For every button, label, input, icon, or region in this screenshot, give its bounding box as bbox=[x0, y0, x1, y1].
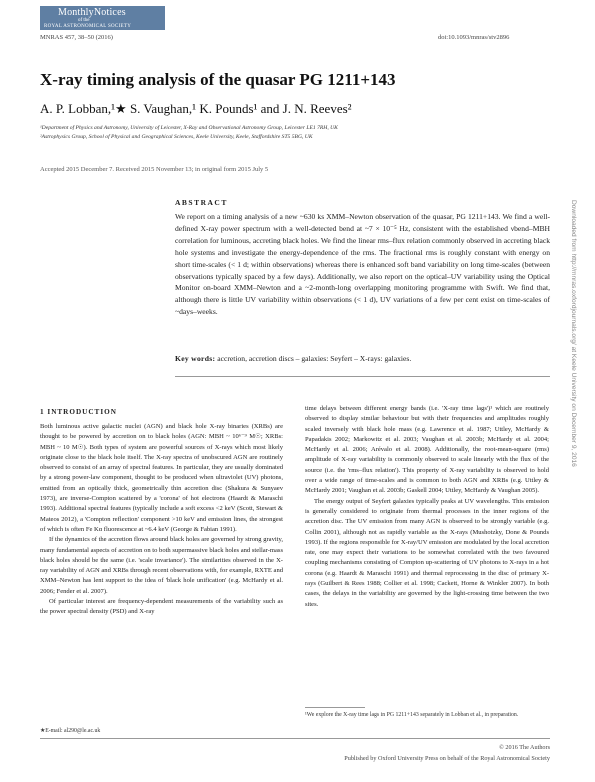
author-list: A. P. Lobban,¹★ S. Vaughan,¹ K. Pounds¹ and J. N. Reeves² bbox=[40, 101, 352, 116]
footer-divider bbox=[40, 738, 550, 739]
abstract-text: We report on a timing analysis of a new ~630 ks XMM–Newton observation of the quasar, PG 1211+143. We find a well-defined X-ray power spectrum with a well-detected bend at ~7 × 10⁻⁵ Hz, consistent with the established νbend–MBH correlation for luminous, accreting black holes. We find the linear rms–flux relation commonly observed in accreting black hole systems and investigate the energy-dependence of the rms. The fractional rms is roughly constant with energy on short time-scales (< 1 d; within observations) whereas there is enhanced soft band variability on long time-scales (between observations typically spaced by a few days). Additionally, we also report on the optical–UV variability using the Optical Monitor on-board XMM–Newton and a ~2-month-long overlapping monitoring programme with Swift. We find that, although there is little UV variability within observations (< 1 d), UV variations of a few per cent exist on time-scales of ~days–weeks. bbox=[175, 212, 550, 317]
keywords bbox=[175, 354, 411, 363]
footnote-1: ¹We explore the X-ray time lags in PG 1211+143 separately in Lobban et al., in preparation. bbox=[305, 712, 519, 718]
submission-dates: Accepted 2015 December 7. Received 2015 November 13; in original form 2015 July 5 bbox=[40, 166, 269, 173]
journal-logo bbox=[40, 6, 165, 30]
logo-line1: MonthlyNotices bbox=[58, 7, 126, 18]
citation: MNRAS 457, 38–50 (2016) bbox=[40, 34, 113, 41]
publisher-line: Published by Oxford University Press on behalf of the Royal Astronomical Society bbox=[344, 755, 550, 762]
logo-line2: of the bbox=[78, 18, 90, 23]
abstract-heading: ABSTRACT bbox=[175, 198, 228, 207]
paragraph: If the dynamics of the accretion flows around black holes are governed by strong gravity, many fundamental aspects of accretion on to both supermassive black holes and stellar-mass black holes should be the same (i.e. 'scale invariance'). The similarities observed in the X-ray variability of AGN and XRBs through recent observations with, for example, RXTE and XMM–Newton has lent support to the idea of 'black hole unification' (e.g. McHardy et al. 2006; Fender et al. 2007). bbox=[40, 536, 283, 595]
affiliation-1: ¹Department of Physics and Astronomy, University of Leicester, X-Ray and Observational Astronomy Group, Leicester LE1 7RH, UK bbox=[40, 125, 338, 131]
abstract-divider bbox=[175, 376, 550, 377]
section-heading-introduction: 1 INTRODUCTION bbox=[40, 408, 117, 416]
download-stamp-text: Downloaded from http://mnras.oxfordjournals.org/ at Keele University on December 9, 2016 bbox=[570, 200, 577, 467]
left-column bbox=[40, 422, 283, 618]
email-footnote[interactable]: ★E-mail: al290@le.ac.uk bbox=[40, 728, 101, 734]
doi-link[interactable]: doi:10.1093/mnras/stv2896 bbox=[438, 34, 510, 41]
paper-title: X-ray timing analysis of the quasar PG 1211+143 bbox=[40, 70, 396, 89]
paragraph: Both luminous active galactic nuclei (AGN) and black hole X-ray binaries (XRBs) are thought to be powered by accretion on to black holes (AGN: MBH ~ 10⁶⁻⁹ M☉; XRBs: MBH ~ 10 M☉). Both types of system are powerful sources of X-rays which most likely originate close to the black hole itself. The X-ray spectra of unobscured AGN are routinely observed to consist of an array of spectral features. In particular, they are usually dominated by a strong power-law component, thought to be produced when ultraviolet (UV) photons, emitted from an optically thick, geometrically thin accretion disc (Shakura & Sunyaev 1973), are inverse-Compton scattered by a 'corona' of hot electrons (Haardt & Maraschi 1993). Additional spectral features (typically include a soft excess <2 keV (Scott, Stewart & Mateos 2012), a 'Compton reflection' component >10 keV and emission lines, the strongest of which is often Fe Kα fluorescence at ~6.4 keV (George & Fabian 1991). bbox=[40, 423, 283, 533]
copyright: © 2016 The Authors bbox=[499, 744, 550, 751]
affiliation-2: ²Astrophysics Group, School of Physical and Geographical Sciences, Keele University, Keele, Staffordshire ST5 5BG, UK bbox=[40, 134, 313, 140]
keywords-label: Key words: bbox=[175, 354, 216, 363]
keywords-list: accretion, accretion discs – galaxies: Seyfert – X-rays: galaxies. bbox=[217, 354, 412, 363]
paragraph: time delays between different energy bands (i.e. 'X-ray time lags')¹ which are routinely observed to display similar behaviour but with their frequencies and amplitudes roughly scaled inversely with black hole mass (e.g. Lawrence et al. 1987; Uttley, McHardy & Papadakis 2002; Markowitz et al. 2003; Vaughan et al. 2003b; McHardy et al. 2004; McHardy et al. 2006; Arévalo et al. 2008). Additionally, the root-mean-square (rms) amplitude of X-ray variability is commonly observed to scale linearly with the flux of the source (i.e. the 'rms–flux relation'). This property of X-ray variability is observed to hold over a wide range of time-scales and is common to both AGN and XRBs (e.g. Uttley & McHardy 2001; Vaughan et al. 2003b; Gaskell 2004; Uttley, McHardy & Vaughan 2005). bbox=[305, 405, 549, 495]
logo-line3: ROYAL ASTRONOMICAL SOCIETY bbox=[44, 24, 132, 29]
paragraph: Of particular interest are frequency-dependent measurements of the variability such as the power spectral density (PSD) and X-ray bbox=[40, 598, 283, 616]
right-column bbox=[305, 404, 549, 610]
footnote-divider bbox=[305, 707, 365, 708]
paragraph: The energy output of Seyfert galaxies typically peaks at UV wavelengths. This emission is generally considered to originate from thermal processes in the inner regions of the accretion disc. The UV emission from many AGN is observed to be strongly variable (e.g. Collin 2001), although not as rapidly variable as the X-rays (Mushotzky, Done & Pounds 1993). If the regions responsible for X-ray/UV emission are modulated by the local accretion rate, one may expect their variations to be somewhat correlated with the two favoured coupling mechanisms consisting of Compton up-scattering of UV photons to X-rays in a hot corona (e.g. Haardt & Maraschi 1991) and thermal reprocessing in the disc of primary X-rays (Guilbert & Rees 1988; Collier et al. 1998; Cackett, Horne & Winkler 2007). In both cases, the delays in the variability are governed by the light-crossing time between the two sites. bbox=[305, 497, 549, 608]
